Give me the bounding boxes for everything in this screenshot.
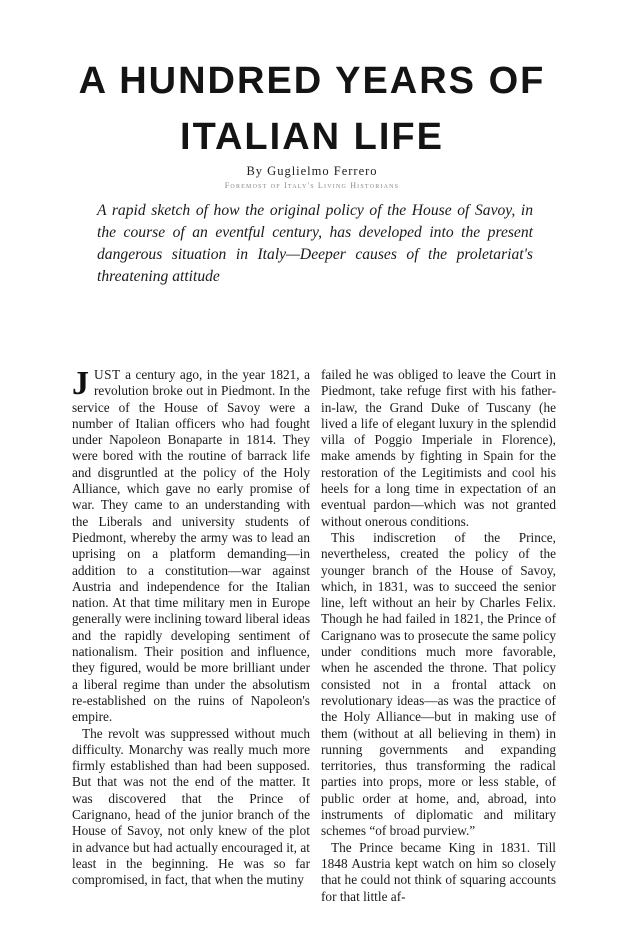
body-column-right — [321, 367, 556, 905]
lead-word: UST — [94, 367, 121, 382]
paragraph-text: a century ago, in the year 1821, a revolution broke out in Piedmont. In the service of the House of Savoy were a number of Italian officers who had fought under Napoleon Bonaparte in 1814. They were bored with the routine of barrack life and disgruntled at the policy of the Holy Alliance, which gave no early promise of war. They came to an understanding with the Liberals and university students of Piedmont, whereby the army was to lead an uprising on a platform demanding—in addition to a constitution—war against Austria and independence for the Italian nation. At that time military men in Europe generally were inclining toward liberal ideas and the rapidly developing sentiment of nationalism. Their position and influence, they figured, would be more brilliant under a liberal regime than under the absolutism re-established on the ruins of Napoleon's empire. — [72, 367, 310, 725]
body-paragraph: This indiscretion of the Prince, nevertheless, created the policy of the younger branch of the House of Savoy, which, in 1831, was to succeed the senior line, left without an heir by Charles Felix. Though he had failed in 1821, the Prince of Carignano was to prosecute the same policy under conditions much more favorable, when he ascended the throne. That policy consisted not in a frontal attack on revolutionary ideas—as was the practice of the Holy Alliance—but in making use of them (without at all believing in them) in running governments and expanding territories, thus transforming the radical parties into props, more or less stable, of public order at home, and, abroad, into instruments of diplomatic and military schemes “of broad purview.” — [321, 529, 556, 839]
body-paragraph: The revolt was suppressed without much difficulty. Monarchy was really much more firmly established than had been supposed. But that was not the end of the matter. It was discovered that the Prince of Carignano, head of the junior branch of the House of Savoy, not only knew of the plot in advance but had actually encouraged it, at least in the beginning. He was so far compromised, in fact, that when the mutiny — [72, 725, 310, 888]
body-paragraph: failed he was obliged to leave the Court in Piedmont, take refuge first with his father-in-law, the Grand Duke of Tuscany (he lived a life of elegant luxury in the splendid villa of Poggio Imperiale in Florence), make amends by fighting in Spain for the restoration of the Legitimists and cool his heels for a long time in expectation of an eventual pardon—which was not granted without onerous conditions. — [321, 367, 556, 529]
author-description: Foremost of Italy's Living Historians — [224, 181, 400, 190]
drop-cap: J — [72, 365, 89, 402]
body-paragraph: The Prince became King in 1831. Till 1848 Austria kept watch on him so closely that he could not think of squaring accounts for that little af- — [321, 839, 556, 904]
body-column-left — [72, 367, 310, 889]
byline: By Guglielmo Ferrero — [246, 164, 378, 178]
body-paragraph — [72, 367, 310, 726]
article-title-line-2: ITALIAN LIFE — [180, 116, 444, 158]
article-subtitle: A rapid sketch of how the original policy of the House of Savoy, in the course of an eventful century, has developed into the present dangerous situation in Italy—Deeper causes of the proletariat's threatening attitude — [97, 202, 533, 285]
article-title-line-1: A HUNDRED YEARS OF — [78, 60, 546, 102]
